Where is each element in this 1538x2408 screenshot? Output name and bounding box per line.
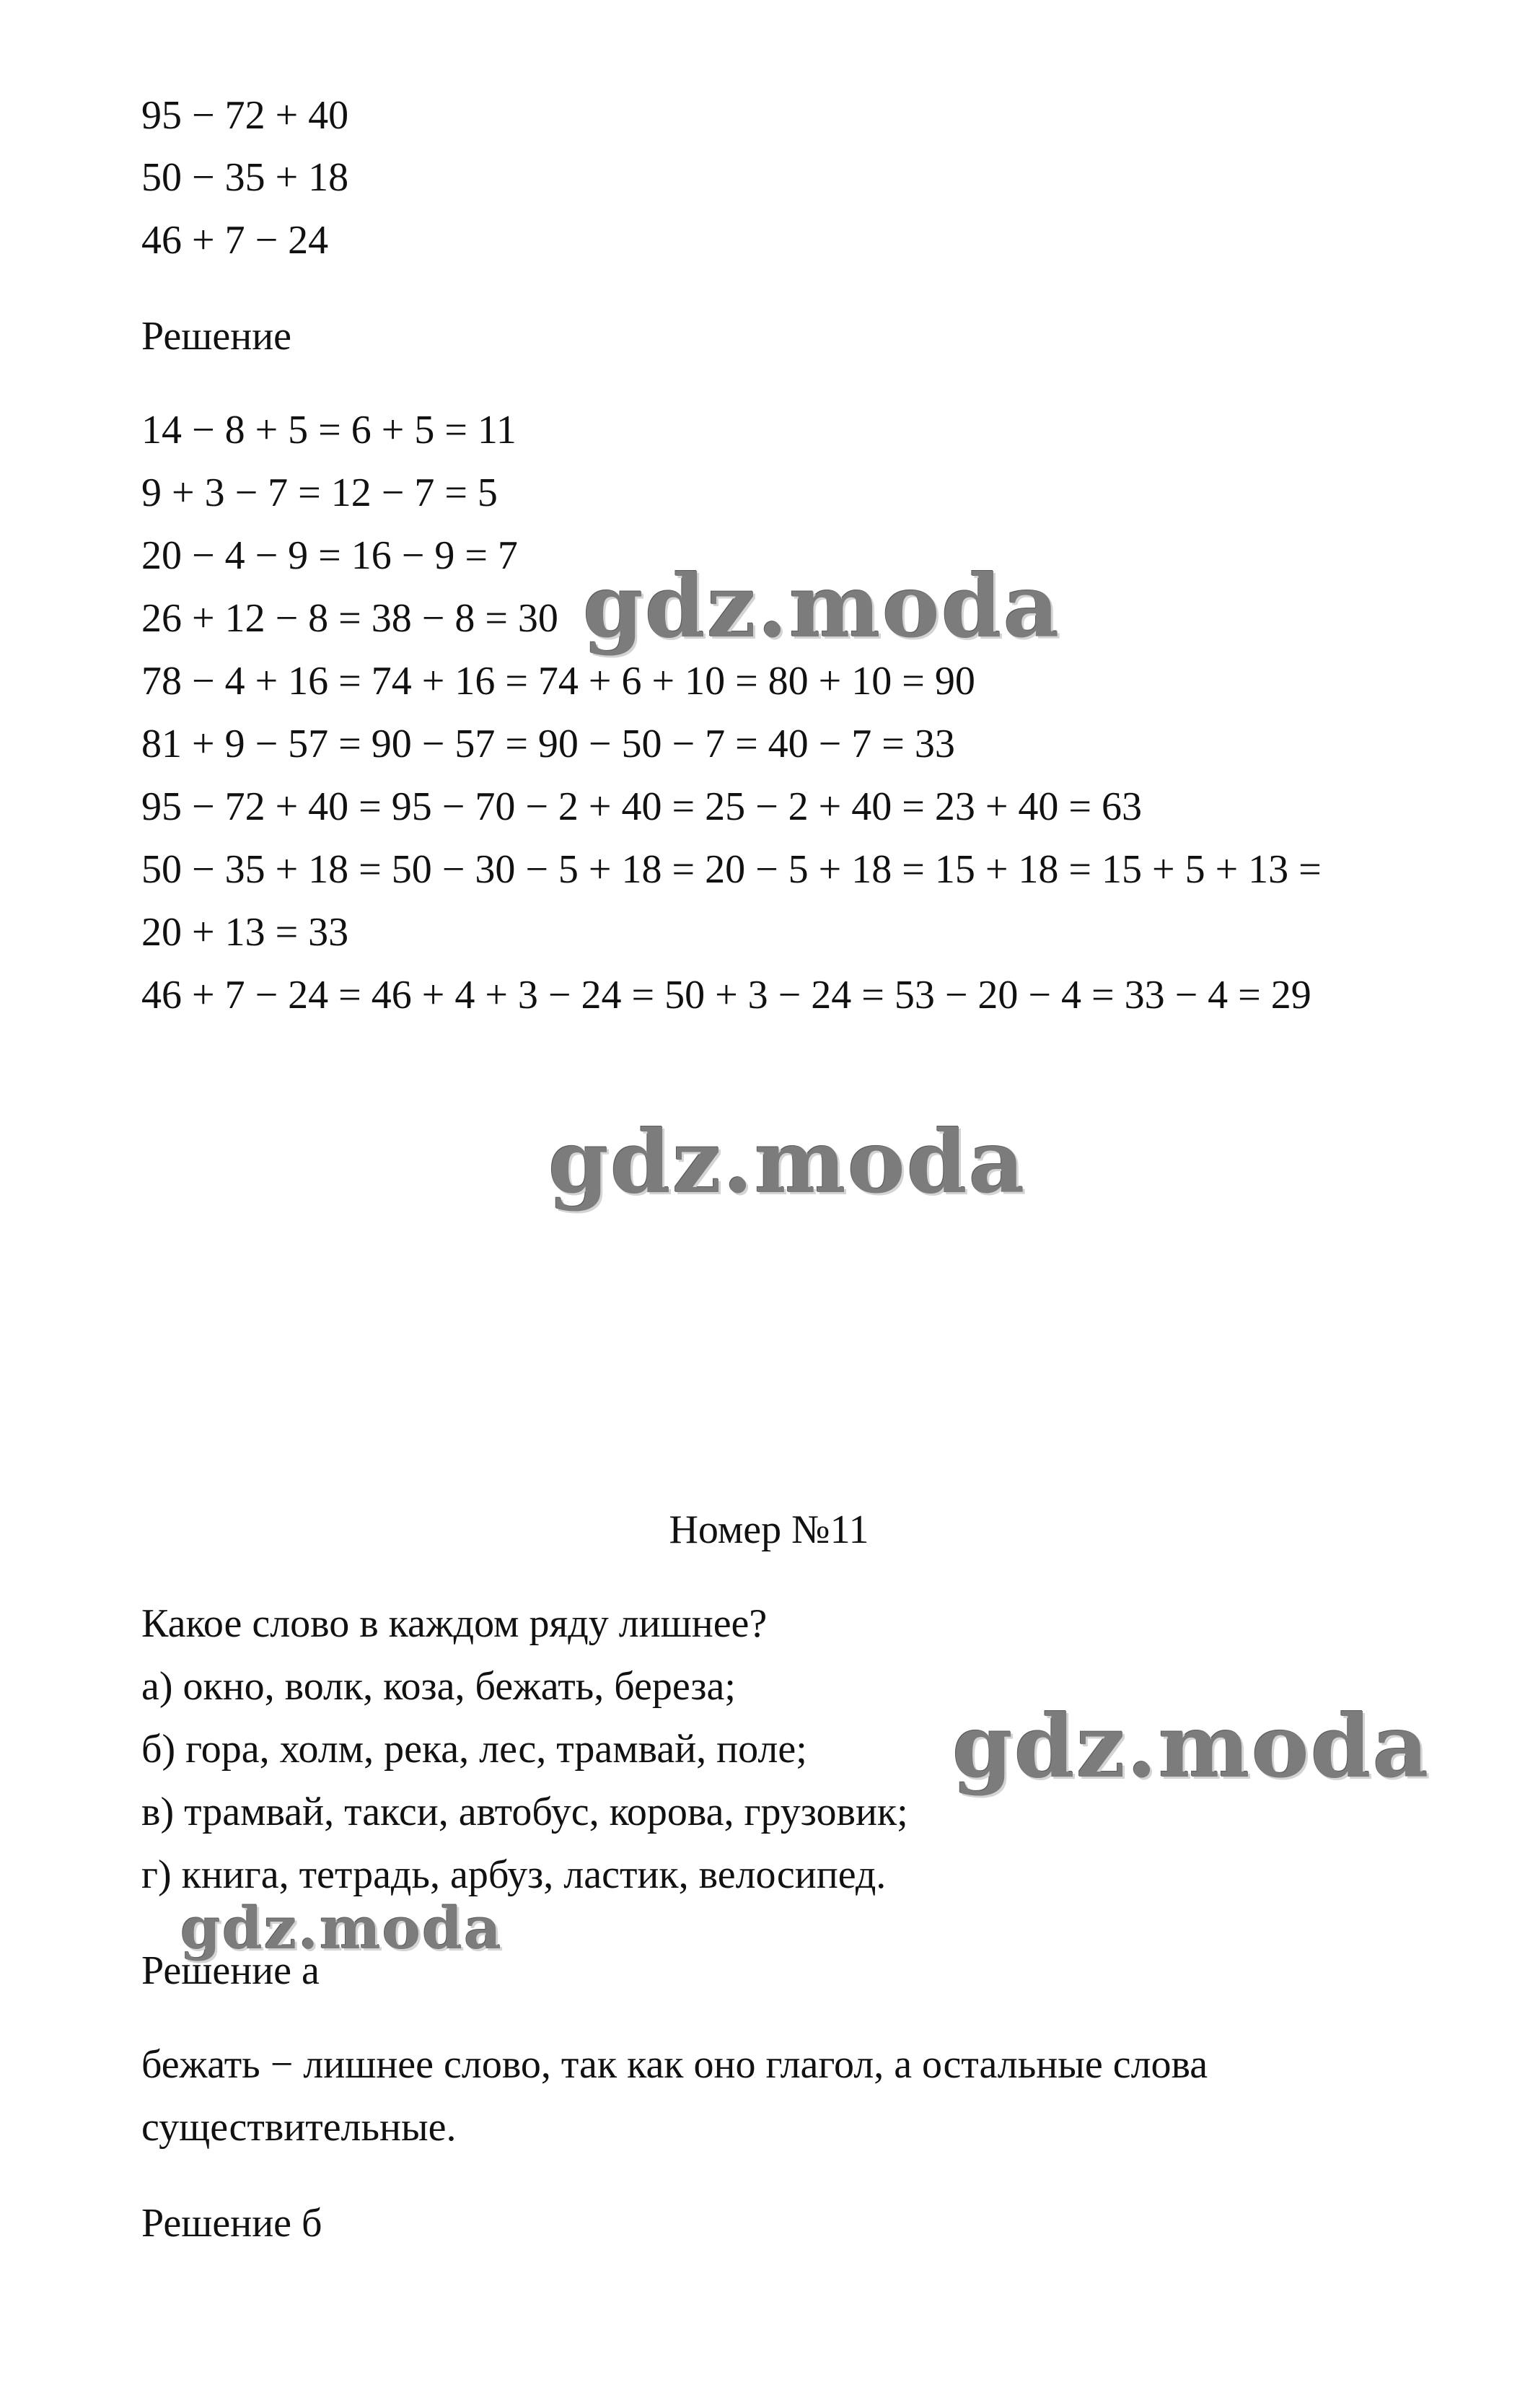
solution-line: 46 + 7 − 24 = 46 + 4 + 3 − 24 = 50 + 3 − 24 = 53 − 20 − 4 = 33 − 4 = 29 xyxy=(141,973,1311,1017)
task-row-v: в) трамвай, такси, автобус, корова, грузовик; xyxy=(141,1790,908,1834)
solution-a-line: существительные. xyxy=(141,2105,457,2150)
watermark-logo: gdz.moda xyxy=(180,1894,503,1962)
solution-b-label: Решение б xyxy=(141,2201,322,2246)
task-question: Какое слово в каждом ряду лишнее? xyxy=(141,1601,768,1646)
solution-line: 78 − 4 + 16 = 74 + 16 = 74 + 6 + 10 = 80 + 10 = 90 xyxy=(141,659,975,704)
task-row-g: г) книга, тетрадь, арбуз, ластик, велосипед. xyxy=(141,1852,887,1897)
task-row-b: б) гора, холм, река, лес, трамвай, поле; xyxy=(141,1727,807,1772)
watermark-logo: gdz.moda xyxy=(583,556,1061,657)
solution-line: 95 − 72 + 40 = 95 − 70 − 2 + 40 = 25 − 2 + 40 = 23 + 40 = 63 xyxy=(141,784,1142,829)
watermark-logo: gdz.moda xyxy=(952,1696,1431,1798)
task-heading: Номер №11 xyxy=(669,1507,869,1552)
solution-line: 9 + 3 − 7 = 12 − 7 = 5 xyxy=(141,470,498,515)
solution-line: 20 + 13 = 33 xyxy=(141,910,349,955)
solution-line: 20 − 4 − 9 = 16 − 9 = 7 xyxy=(141,533,518,578)
solution-line: 26 + 12 − 8 = 38 − 8 = 30 xyxy=(141,596,558,641)
watermark-logo: gdz.moda xyxy=(548,1111,1027,1213)
solution-a-label: Решение а xyxy=(141,1948,320,1993)
exercise-line: 95 − 72 + 40 xyxy=(141,93,349,138)
solution-line: 81 + 9 − 57 = 90 − 57 = 90 − 50 − 7 = 40 − 7 = 33 xyxy=(141,722,955,766)
solution-label: Решение xyxy=(141,314,292,359)
solution-line: 14 − 8 + 5 = 6 + 5 = 11 xyxy=(141,408,517,452)
task-row-a: а) окно, волк, коза, бежать, береза; xyxy=(141,1664,736,1709)
solution-a-line: бежать − лишнее слово, так как оно глагол, а остальные слова xyxy=(141,2042,1208,2087)
exercise-line: 46 + 7 − 24 xyxy=(141,218,329,263)
exercise-line: 50 − 35 + 18 xyxy=(141,155,349,200)
solution-line: 50 − 35 + 18 = 50 − 30 − 5 + 18 = 20 − 5 + 18 = 15 + 18 = 15 + 5 + 13 = xyxy=(141,847,1322,892)
